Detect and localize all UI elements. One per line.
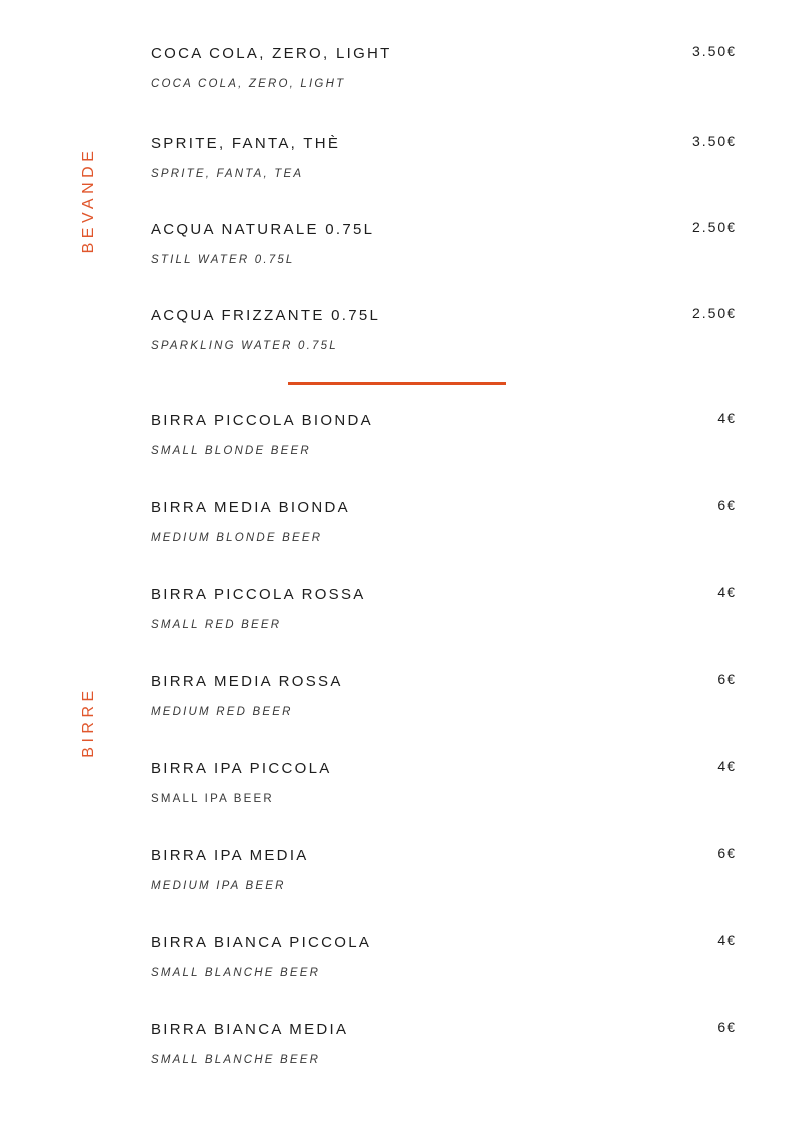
menu-item-row	[151, 932, 737, 951]
menu-item-price: 6€	[717, 671, 737, 687]
menu-item-row	[151, 219, 737, 238]
menu-item-translation: SPARKLING WATER 0.75L	[151, 340, 338, 352]
menu-item-price: 4€	[717, 758, 737, 774]
menu-item-translation: COCA COLA, ZERO, LIGHT	[151, 78, 346, 90]
section-bevande	[151, 43, 737, 353]
menu-item-name: BIRRA IPA MEDIA	[151, 847, 309, 864]
menu-item-translation: SMALL BLONDE BEER	[151, 445, 311, 457]
menu-item	[151, 43, 737, 91]
menu-item-name: BIRRA PICCOLA BIONDA	[151, 412, 373, 429]
menu-item-price: 6€	[717, 497, 737, 513]
menu-item-name: COCA COLA, ZERO, LIGHT	[151, 45, 392, 62]
menu-item-name: SPRITE, FANTA, THÈ	[151, 135, 341, 152]
section-divider	[288, 382, 506, 385]
menu-item-name: ACQUA FRIZZANTE 0.75L	[151, 307, 381, 324]
menu-item-price: 6€	[717, 845, 737, 861]
menu-item	[151, 305, 737, 353]
section-birre	[151, 410, 737, 1067]
menu-item-row	[151, 584, 737, 603]
menu-content	[151, 43, 737, 1067]
menu-item-name: BIRRA MEDIA ROSSA	[151, 673, 343, 690]
menu-item-row	[151, 305, 737, 324]
section-label-bevande: BEVANDE	[80, 146, 97, 254]
menu-item-translation: MEDIUM RED BEER	[151, 706, 293, 718]
menu-item	[151, 758, 737, 806]
menu-item	[151, 671, 737, 719]
menu-item-price: 3.50€	[691, 43, 737, 59]
menu-item-name: BIRRA BIANCA MEDIA	[151, 1021, 349, 1038]
menu-item-price: 3.50€	[691, 133, 737, 149]
menu-item-translation: MEDIUM IPA BEER	[151, 880, 286, 892]
menu-item-row	[151, 497, 737, 516]
menu-item-price: 2.50€	[691, 305, 737, 321]
section-label-birre: BIRRE	[80, 686, 97, 758]
menu-item-name: BIRRA BIANCA PICCOLA	[151, 934, 372, 951]
menu-item-translation: SMALL BLANCHE BEER	[151, 1054, 321, 1066]
menu-item	[151, 133, 737, 181]
menu-item-translation: SMALL RED BEER	[151, 619, 282, 631]
menu-item	[151, 497, 737, 545]
menu-item-translation: STILL WATER 0.75L	[151, 254, 295, 266]
menu-item-translation: SMALL BLANCHE BEER	[151, 967, 321, 979]
menu-item-row	[151, 1019, 737, 1038]
menu-item-name: ACQUA NATURALE 0.75L	[151, 221, 375, 238]
menu-item-price: 4€	[717, 584, 737, 600]
menu-item-name: BIRRA IPA PICCOLA	[151, 760, 332, 777]
menu-item-name: BIRRA PICCOLA ROSSA	[151, 586, 366, 603]
menu-item	[151, 219, 737, 267]
menu-item-price: 6€	[717, 1019, 737, 1035]
menu-item	[151, 932, 737, 980]
menu-item	[151, 1019, 737, 1067]
menu-item-translation: SMALL IPA BEER	[151, 793, 274, 805]
menu-item	[151, 410, 737, 458]
menu-item-price: 2.50€	[691, 219, 737, 235]
menu-item-name: BIRRA MEDIA BIONDA	[151, 499, 350, 516]
menu-item	[151, 584, 737, 632]
menu-item-row	[151, 758, 737, 777]
menu-item-translation: SPRITE, FANTA, TEA	[151, 168, 304, 180]
menu-item-price: 4€	[717, 932, 737, 948]
menu-item-row	[151, 43, 737, 62]
menu-item-row	[151, 410, 737, 429]
menu-item	[151, 845, 737, 893]
menu-item-row	[151, 133, 737, 152]
menu-item-price: 4€	[717, 410, 737, 426]
menu-item-translation: MEDIUM BLONDE BEER	[151, 532, 323, 544]
menu-item-row	[151, 671, 737, 690]
menu-item-row	[151, 845, 737, 864]
